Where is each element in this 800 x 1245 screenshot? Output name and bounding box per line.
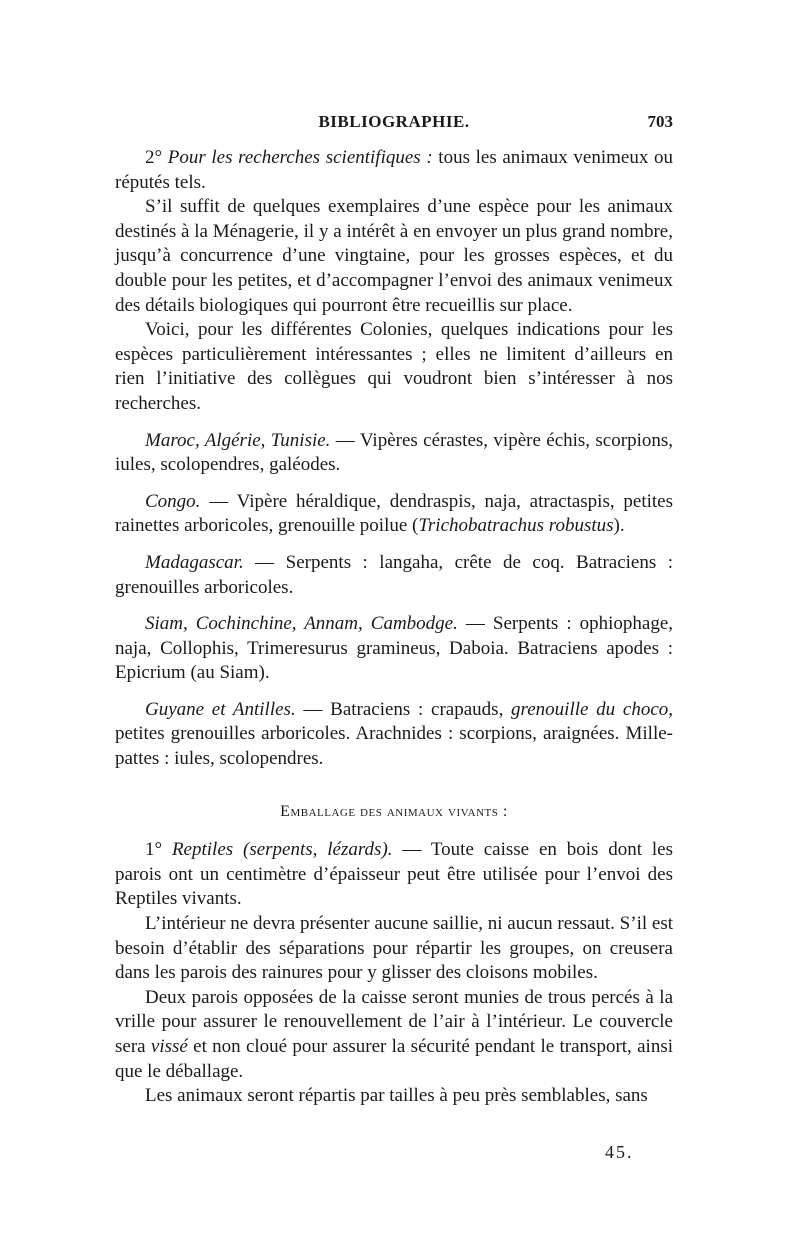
page-number: 703: [647, 112, 673, 131]
body-text: [115, 146, 673, 1109]
italic-text: Reptiles (serpents, lézards).: [171, 839, 393, 861]
paragraph-maroc: [115, 429, 673, 478]
text-run: 1°: [145, 839, 172, 861]
italic-text: Maroc, Algérie, Tunisie.: [145, 429, 331, 451]
text-run: — Batraciens : crapauds,: [295, 698, 512, 720]
text-run: ).: [613, 515, 625, 537]
paragraph-interior: [115, 912, 673, 986]
text-run: L’intérieur ne devra présenter aucune saillie, ni aucun ressaut. S’il est besoin d’établir des séparations pour répartir les groupes, on creusera dans les parois des rainures pour y glisser des cloisons mobiles.: [115, 913, 673, 984]
italic-text: Guyane et Antilles.: [145, 698, 296, 720]
text-run: Deux parois opposées de la caisse seront munies de trous percés à la vrille pour assurer le renouvellement de l’air à l’intérieur. Le couvercle sera: [115, 986, 673, 1057]
section-heading: [115, 800, 673, 825]
text-run: Voici, pour les différentes Colonies, quelques indications pour les espèces particulièrement intéressantes ; elles ne limitent d’ailleurs en rien l’initiative des collègues qui voudront bien s’intéresser à nos recherches.: [115, 319, 673, 414]
text-run: 2°: [145, 147, 168, 168]
text-run: et non cloué pour assurer la sécurité pendant le transport, ainsi que le déballage.: [115, 1036, 673, 1082]
text-run: tous les animaux venimeux ou réputés tels.: [115, 147, 673, 193]
italic-text: vissé: [150, 1036, 188, 1057]
running-title: BIBLIOGRAPHIE.: [318, 112, 470, 131]
text-run: — Vipère héraldique, dendraspis, naja, atractaspis, petites rainettes arboricoles, grenouille poilue (: [115, 490, 673, 537]
italic-text: Madagascar.: [145, 551, 244, 573]
text-run: — Serpents : langaha, crête de coq. Batraciens : grenouilles arboricoles.: [115, 551, 673, 598]
paragraph-specimens: [115, 195, 673, 318]
text-run: Emballage des animaux vivants :: [280, 802, 508, 820]
italic-text: Trichobatrachus robustus: [418, 515, 614, 537]
paragraph-siam: [115, 612, 673, 686]
text-run: — Serpents : ophiophage, naja, Collophis, Trimeresurus gramineus, Daboia. Batraciens apodes : Epicrium (au Siam).: [115, 613, 674, 684]
paragraph-congo: [115, 490, 673, 539]
paragraph-reptiles: [115, 838, 673, 912]
italic-text: Congo.: [145, 490, 201, 512]
italic-text: Siam, Cochinchine, Annam, Cambodge.: [145, 613, 458, 635]
paragraph-madagascar: [115, 551, 673, 600]
text-run: petites grenouilles arboricoles. Arachnides : scorpions, araignées. Mille-pattes : iules, scolopendres.: [115, 723, 673, 770]
paragraph-scientific-research: [115, 146, 673, 195]
paragraph-walls: [115, 986, 673, 1084]
signature-mark: 45.: [605, 1142, 634, 1162]
italic-text: Pour les recherches scientifiques :: [167, 147, 433, 168]
text-run: — Toute caisse en bois dont les parois ont un centimètre d’épaisseur peut être utilisée pour l’envoi des Reptiles vivants.: [115, 839, 673, 910]
paragraph-guyane: [115, 698, 673, 772]
text-run: — Vipères cérastes, vipère échis, scorpions, iules, scolopendres, galéodes.: [115, 429, 673, 476]
italic-text: grenouille du choco,: [511, 698, 673, 720]
paragraph-colonies-intro: [115, 318, 673, 416]
text-run: Les animaux seront répartis par tailles à peu près semblables, sans: [145, 1085, 648, 1107]
paragraph-sizes: [115, 1084, 673, 1109]
text-run: S’il suffit de quelques exemplaires d’une espèce pour les animaux destinés à la Ménagerie, il y a intérêt à en envoyer un plus grand nombre, jusqu’à concurrence d’une vingtaine, pour les grosses espèces, et du double pour les petites, et d’accompagner l’envoi des animaux venimeux des détails biologiques qui pourront être recueillis sur place.: [115, 196, 673, 316]
running-header: [115, 112, 673, 142]
